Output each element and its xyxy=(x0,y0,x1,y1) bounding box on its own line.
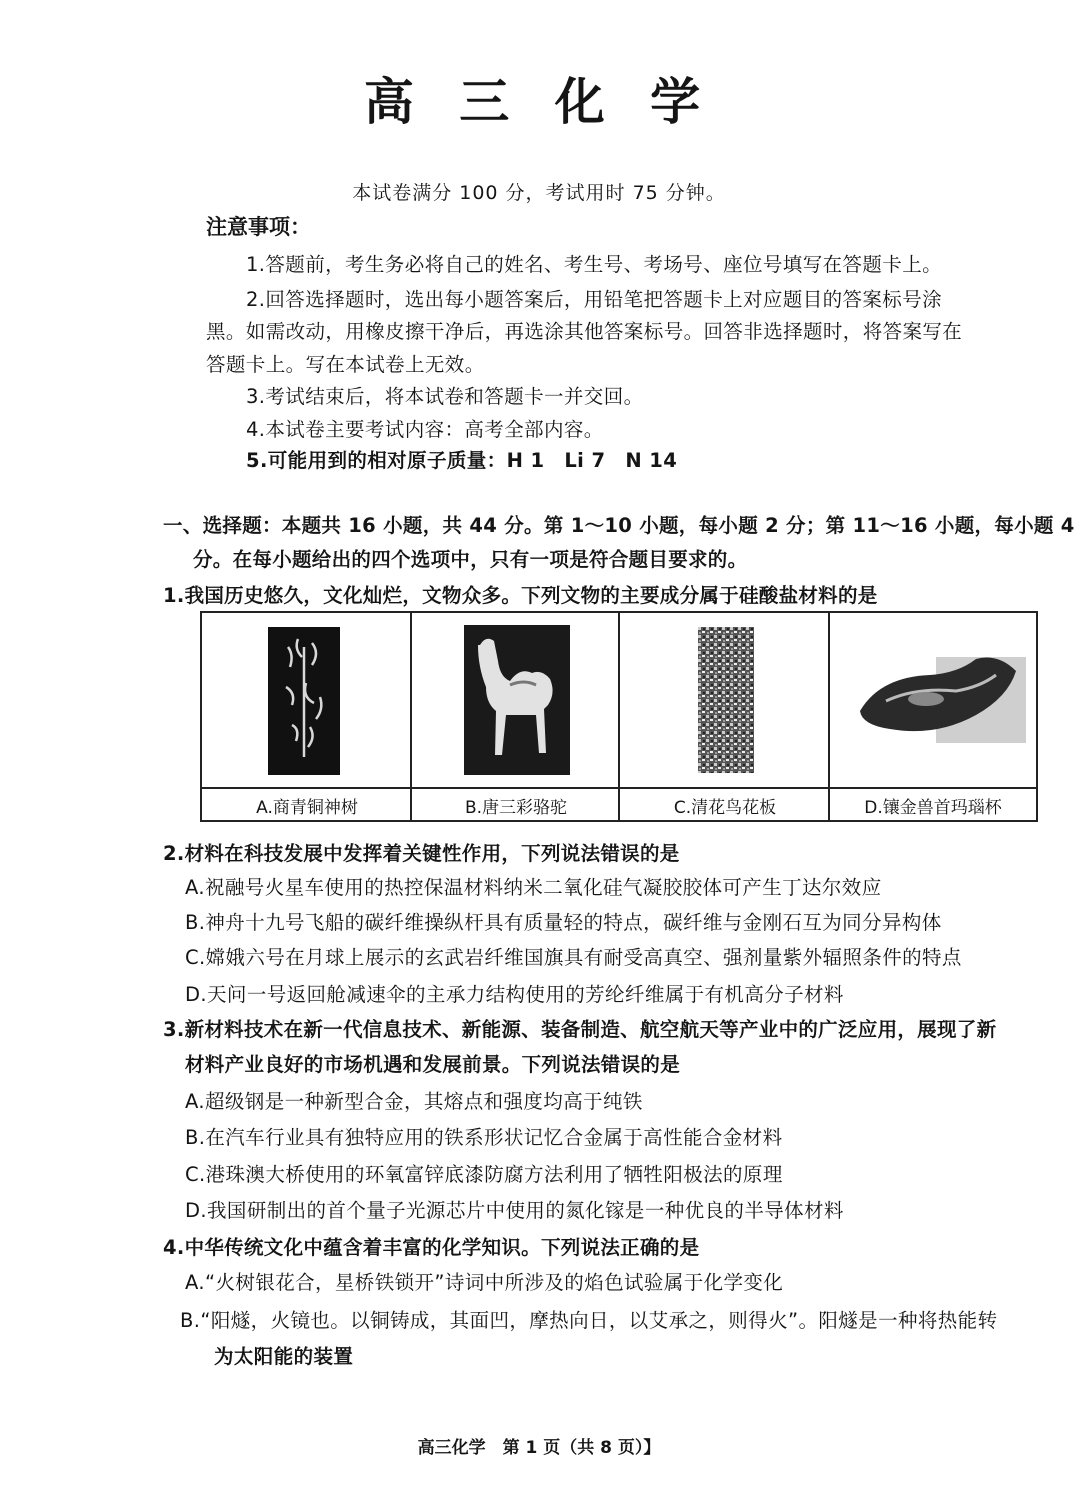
notice-item: 3.考试结束后，将本试卷和答题卡一并交回。 xyxy=(246,385,644,408)
question-2-option-d: D.天问一号返回舱减速伞的主承力结构使用的芳纶纤维属于有机高分子材料 xyxy=(185,983,844,1006)
artifact-table xyxy=(200,611,1038,822)
question-4-stem: 4.中华传统文化中蕴含着丰富的化学知识。下列说法正确的是 xyxy=(163,1236,700,1259)
section-heading-cont: 分。在每小题给出的四个选项中，只有一项是符合题目要求的。 xyxy=(193,548,748,571)
question-3-option-b: B.在汽车行业具有独特应用的铁系形状记忆合金属于高性能合金材料 xyxy=(185,1126,783,1149)
artifact-cell-c xyxy=(618,613,830,820)
notice-item: 1.答题前，考生务必将自己的姓名、考生号、考场号、座位号填写在答题卡上。 xyxy=(246,253,943,276)
artifact-cell-b xyxy=(410,613,620,820)
notice-item: 答题卡上。写在本试卷上无效。 xyxy=(206,353,485,376)
notice-item: 4.本试卷主要考试内容：高考全部内容。 xyxy=(246,418,604,441)
option-d-caption: D.镶金兽首玛瑙杯 xyxy=(864,798,1002,818)
question-3-option-a: A.超级钢是一种新型合金，其熔点和强度均高于纯铁 xyxy=(185,1090,643,1113)
section-heading: 一、选择题：本题共 16 小题，共 44 分。第 1～10 小题，每小题 2 分；第 11～16 小题，每小题 4 xyxy=(163,514,1075,537)
question-4-option-a: A.“火树银花合，星桥铁锁开”诗词中所涉及的焰色试验属于化学变化 xyxy=(185,1271,784,1294)
notice-item: 黑。如需改动，用橡皮擦干净后，再选涂其他答案标号。回答非选择题时，将答案写在 xyxy=(206,320,963,343)
exam-info: 本试卷满分 100 分，考试用时 75 分钟。 xyxy=(352,182,726,204)
flower-bird-panel-image xyxy=(698,627,754,773)
notice-item: 5.可能用到的相对原子质量：H 1 Li 7 N 14 xyxy=(246,449,678,472)
artifact-cell-a xyxy=(202,613,412,820)
question-3-option-d: D.我国研制出的首个量子光源芯片中使用的氮化镓是一种优良的半导体材料 xyxy=(185,1199,844,1222)
question-1-stem: 1.我国历史悠久，文化灿烂，文物众多。下列文物的主要成分属于硅酸盐材料的是 xyxy=(163,584,878,607)
artifact-cell-d xyxy=(828,613,1036,820)
page-footer: 高三化学 第 1 页（共 8 页）】 xyxy=(417,1438,661,1458)
question-3-option-c: C.港珠澳大桥使用的环氧富锌底漆防腐方法利用了牺牲阳极法的原理 xyxy=(185,1163,783,1186)
question-3-stem-cont: 材料产业良好的市场机遇和发展前景。下列说法错误的是 xyxy=(185,1053,681,1076)
question-2-option-b: B.神舟十九号飞船的碳纤维操纵杆具有质量轻的特点，碳纤维与金刚石互为同分异构体 xyxy=(185,911,942,934)
bronze-tree-image xyxy=(268,627,340,775)
question-2-option-a: A.祝融号火星车使用的热控保温材料纳米二氧化硅气凝胶胶体可产生丁达尔效应 xyxy=(185,876,882,899)
page-title: 高 三 化 学 xyxy=(363,72,715,131)
notice-item: 2.回答选择题时，选出每小题答案后，用铅笔把答题卡上对应题目的答案标号涂 xyxy=(246,288,943,311)
option-a-caption: A.商青铜神树 xyxy=(256,798,358,818)
option-c-caption: C.清花鸟花板 xyxy=(673,798,777,818)
question-2-option-c: C.嫦娥六号在月球上展示的玄武岩纤维国旗具有耐受高真空、强剂量紫外辐照条件的特点 xyxy=(185,946,962,969)
agate-cup-image xyxy=(856,657,1026,743)
option-b-caption: B.唐三彩骆驼 xyxy=(464,798,568,818)
question-4-option-b: B.“阳燧，火镜也。以铜铸成，其面凹，摩热向日，以艾承之，则得火”。阳燧是一种将热能转 xyxy=(180,1309,998,1332)
camel-image xyxy=(464,625,570,775)
question-2-stem: 2.材料在科技发展中发挥着关键性作用，下列说法错误的是 xyxy=(163,842,680,865)
question-4-option-b-cont: 为太阳能的装置 xyxy=(214,1345,354,1368)
question-3-stem: 3.新材料技术在新一代信息技术、新能源、装备制造、航空航天等产业中的广泛应用，展现了新 xyxy=(163,1018,997,1041)
notice-heading: 注意事项： xyxy=(206,215,311,239)
